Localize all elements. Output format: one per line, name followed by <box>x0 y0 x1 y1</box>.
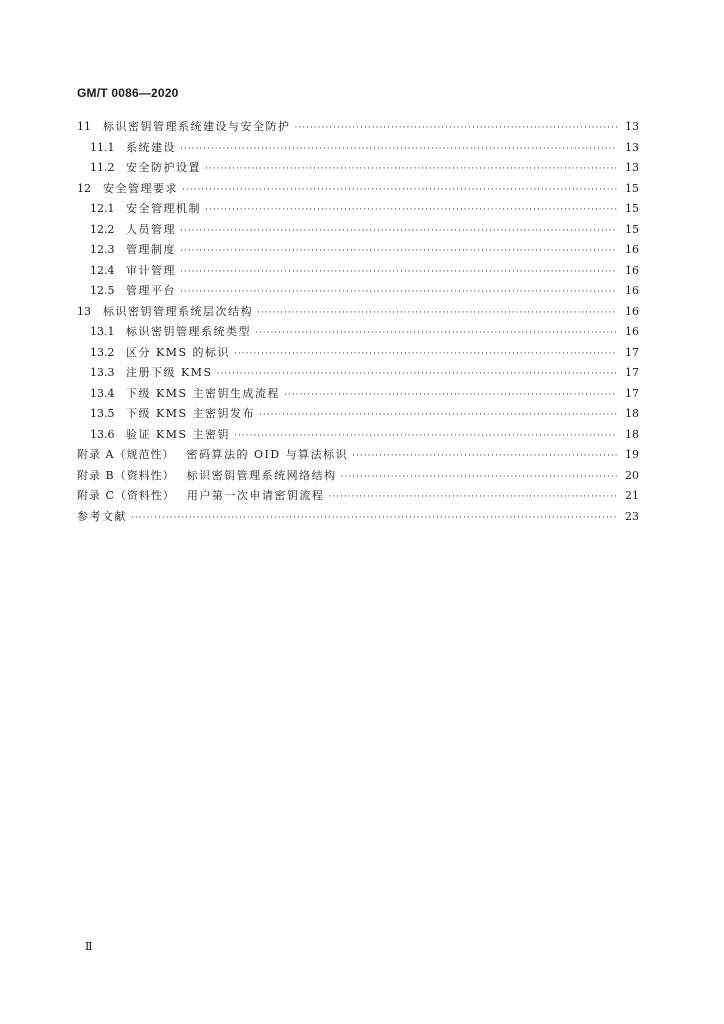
toc-entry-number: 附录 B（资料性） <box>77 468 175 482</box>
toc-entry-page: 17 <box>625 386 639 400</box>
toc-entry-number: 11 <box>77 120 91 133</box>
toc-entry-page: 17 <box>625 345 639 359</box>
toc-entry[interactable] <box>77 364 639 385</box>
toc-entry-number: 12.2 <box>90 222 115 236</box>
toc-entry[interactable] <box>77 426 639 447</box>
toc-entry-number: 12.5 <box>90 284 115 297</box>
toc-entry-number: 12.4 <box>90 263 115 277</box>
toc-entry-page: 20 <box>625 468 639 482</box>
toc-entry[interactable] <box>77 221 639 242</box>
toc-entry-annex[interactable] <box>77 467 639 488</box>
toc-entry-title: 标识密钥管理系统网络结构 <box>186 468 337 482</box>
toc-entry-page: 15 <box>625 222 639 236</box>
toc-entry-page: 16 <box>625 325 639 338</box>
toc-leader-dots <box>234 349 617 359</box>
toc-entry-title: 系统建设 <box>126 140 176 154</box>
toc-leader-dots <box>205 164 617 174</box>
toc-entry-page: 13 <box>625 161 639 174</box>
toc-leader-dots <box>131 513 617 523</box>
toc-entry-page: 19 <box>625 448 639 461</box>
toc-entry-number: 13.6 <box>90 427 115 441</box>
page-number: Ⅱ <box>85 940 93 953</box>
toc-entry[interactable] <box>77 159 639 180</box>
toc-entry-number: 13.4 <box>90 386 115 400</box>
toc-entry-title: 下级 KMS 主密钥生成流程 <box>126 386 281 400</box>
toc-entry-title: 安全管理机制 <box>126 202 201 215</box>
toc-entry-title: 安全管理要求 <box>103 181 178 195</box>
table-of-contents <box>77 118 639 528</box>
toc-entry-title: 标识密钥管理系统层次结构 <box>103 304 253 318</box>
toc-entry-references[interactable] <box>77 508 639 529</box>
toc-entry[interactable] <box>77 241 639 262</box>
toc-entry-page: 16 <box>625 263 639 277</box>
toc-entry-number: 12.1 <box>90 202 115 215</box>
toc-entry-number: 13 <box>77 304 91 318</box>
toc-entry-title: 管理制度 <box>126 243 176 256</box>
toc-entry-number: 13.1 <box>90 325 115 338</box>
toc-entry-page: 16 <box>625 243 639 256</box>
toc-entry[interactable] <box>77 118 639 139</box>
toc-entry-page: 18 <box>625 427 639 441</box>
toc-leader-dots <box>257 308 617 318</box>
toc-leader-dots <box>180 144 617 154</box>
toc-entry-page: 13 <box>625 140 639 154</box>
toc-entry-title: 注册下级 KMS <box>126 366 213 379</box>
toc-leader-dots <box>217 369 617 379</box>
toc-entry-number: 11.1 <box>90 140 115 154</box>
toc-entry-page: 23 <box>625 509 639 523</box>
toc-entry-number: 12 <box>77 181 91 195</box>
toc-leader-dots <box>259 410 617 420</box>
toc-entry-title: 标识密钥管理系统建设与安全防护 <box>103 120 291 133</box>
toc-entry-page: 21 <box>625 489 639 502</box>
toc-entry-number: 13.3 <box>90 366 115 379</box>
toc-entry-title: 安全防护设置 <box>126 161 201 174</box>
toc-entry-number: 13.2 <box>90 345 115 359</box>
toc-entry-title: 人员管理 <box>126 222 176 236</box>
toc-leader-dots <box>352 451 617 461</box>
toc-entry-number: 11.2 <box>90 161 115 174</box>
toc-leader-dots <box>255 328 617 338</box>
toc-entry[interactable] <box>77 200 639 221</box>
toc-entry-page: 18 <box>625 407 639 420</box>
toc-entry-title: 审计管理 <box>126 263 176 277</box>
toc-entry-page: 16 <box>625 304 639 318</box>
toc-entry[interactable] <box>77 385 639 406</box>
toc-entry-page: 17 <box>625 366 639 379</box>
toc-leader-dots <box>341 472 617 482</box>
toc-leader-dots <box>205 205 617 215</box>
toc-leader-dots <box>182 185 617 195</box>
toc-leader-dots <box>284 390 617 400</box>
toc-entry[interactable] <box>77 180 639 201</box>
toc-entry-number: 12.3 <box>90 243 115 256</box>
toc-entry-title: 下级 KMS 主密钥发布 <box>126 407 256 420</box>
toc-entry[interactable] <box>77 139 639 160</box>
toc-entry-number: 附录 A（规范性） <box>77 448 175 461</box>
toc-entry-title: 用户第一次申请密钥流程 <box>186 489 325 502</box>
toc-entry-title: 标识密钥管理系统类型 <box>126 325 251 338</box>
toc-entry-title: 区分 KMS 的标识 <box>126 345 231 359</box>
toc-leader-dots <box>180 226 617 236</box>
toc-entry[interactable] <box>77 323 639 344</box>
toc-entry-title: 参考文献 <box>77 509 127 523</box>
toc-entry-page: 16 <box>625 284 639 297</box>
toc-entry-page: 15 <box>625 181 639 195</box>
toc-leader-dots <box>234 431 617 441</box>
toc-entry-annex[interactable] <box>77 446 639 467</box>
toc-entry[interactable] <box>77 405 639 426</box>
standard-code: GM/T 0086—2020 <box>77 86 179 100</box>
toc-leader-dots <box>180 267 617 277</box>
toc-entry-number: 附录 C（资料性） <box>77 489 175 502</box>
toc-leader-dots <box>295 123 618 133</box>
toc-entry[interactable] <box>77 344 639 365</box>
toc-leader-dots <box>180 287 617 297</box>
toc-leader-dots <box>180 246 617 256</box>
toc-entry-page: 13 <box>625 120 639 133</box>
toc-entry-title: 验证 KMS 主密钥 <box>126 427 231 441</box>
toc-entry[interactable] <box>77 282 639 303</box>
toc-entry[interactable] <box>77 303 639 324</box>
toc-entry-annex[interactable] <box>77 487 639 508</box>
toc-entry[interactable] <box>77 262 639 283</box>
toc-entry-title: 密码算法的 OID 与算法标识 <box>186 448 349 461</box>
toc-entry-number: 13.5 <box>90 407 115 420</box>
toc-entry-title: 管理平台 <box>126 284 176 297</box>
toc-entry-page: 15 <box>625 202 639 215</box>
toc-leader-dots <box>328 492 617 502</box>
